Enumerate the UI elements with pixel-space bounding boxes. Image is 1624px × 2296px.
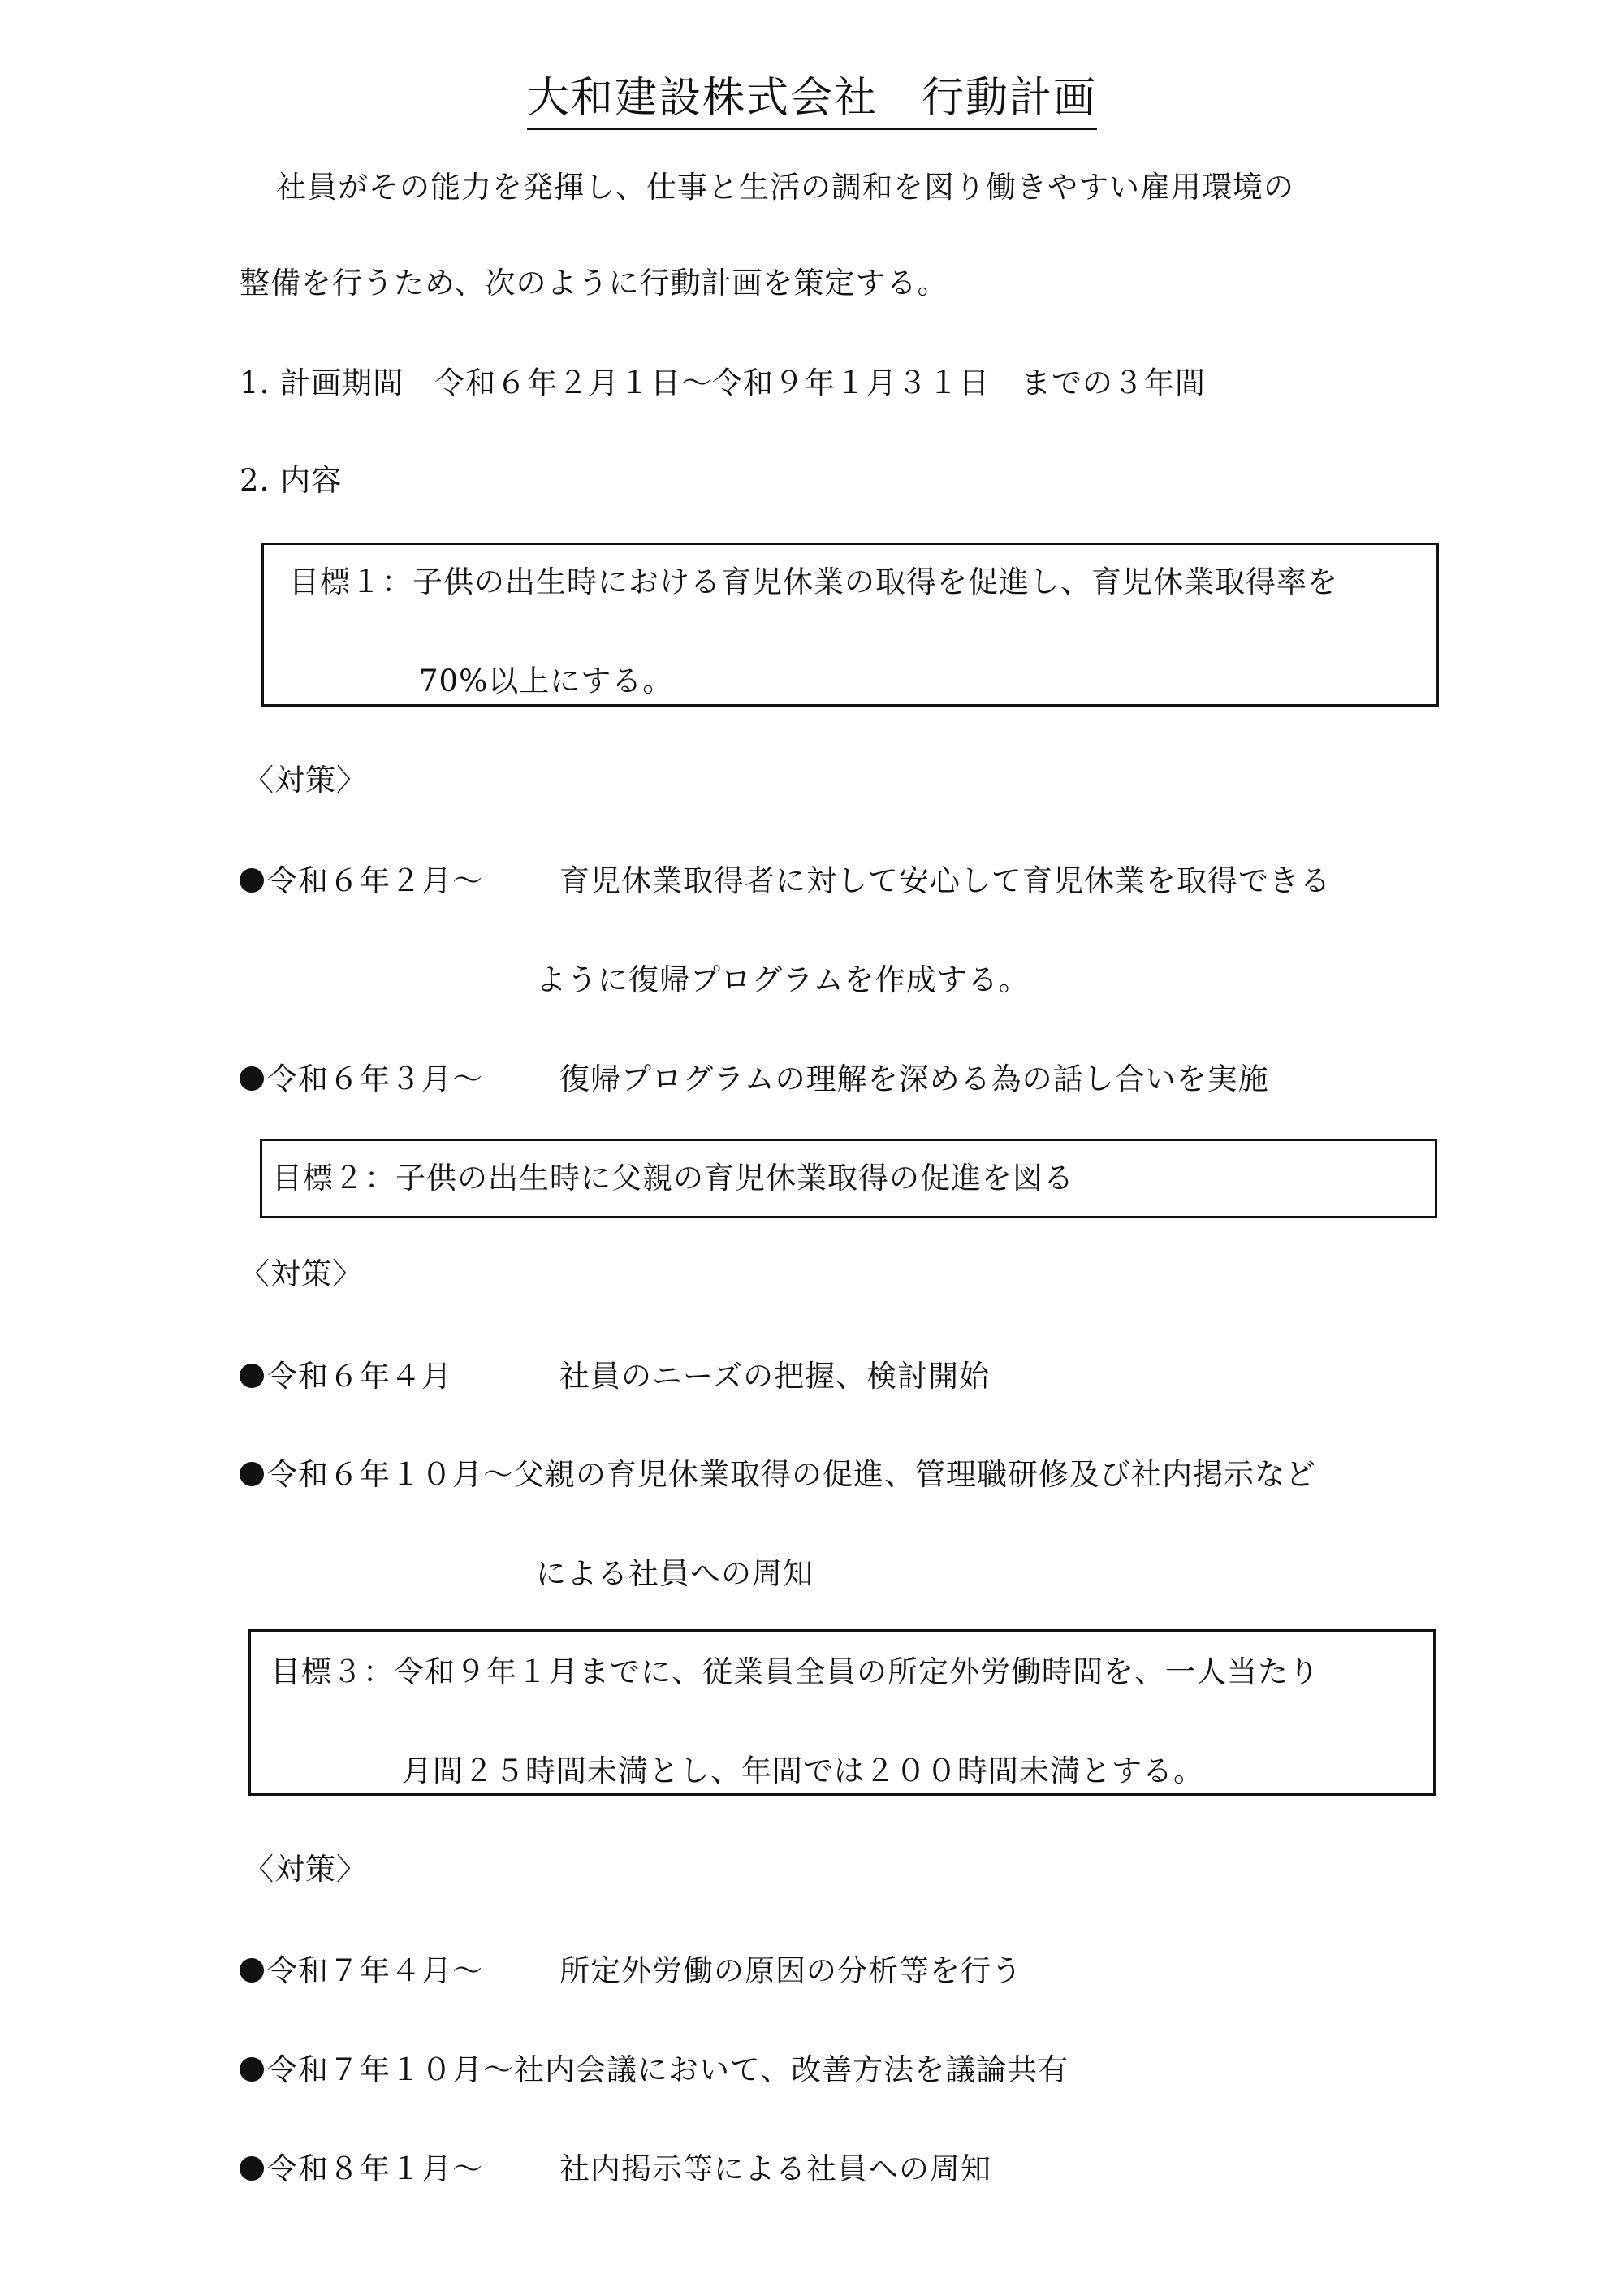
bullet-icon (240, 1958, 264, 1983)
bullet-icon (240, 1364, 264, 1388)
section-plan-period: 1. 計画期間 令和６年２月１日～令和９年１月３１日 までの３年間 (240, 365, 1207, 400)
measure-text: 育児休業取得者に対して安心して育児休業を取得できる (559, 863, 1331, 898)
measure-date: 令和７年４月～ (267, 1953, 483, 1988)
goal-3-line-1: 目標３：令和９年１月までに、従業員全員の所定外労働時間を、一人当たり (270, 1654, 1320, 1689)
goal-2-measure-2-continuation: による社員への周知 (536, 1556, 814, 1591)
measure-date: 令和７年１０月～ (267, 2052, 514, 2087)
document-title (0, 63, 1624, 124)
goal-2-line-1: 目標２：子供の出生時に父親の育児休業取得の促進を図る (272, 1161, 1074, 1196)
goal-1-measures-label: 〈対策〉 (244, 763, 367, 798)
bullet-icon (240, 1066, 264, 1091)
bullet-icon (240, 1462, 264, 1486)
measure-date: 令和６年４月 (267, 1359, 452, 1394)
goal-1-line-2: 70%以上にする。 (419, 664, 674, 698)
measure-text: 社内会議において、改善方法を議論共有 (514, 2052, 1069, 2087)
bullet-icon (240, 868, 264, 893)
measure-text: 所定外労働の原因の分析等を行う (559, 1953, 1022, 1988)
measure-text: 社員のニーズの把握、検討開始 (559, 1359, 991, 1394)
measure-text: 復帰プログラムの理解を深める為の話し合いを実施 (559, 1062, 1269, 1096)
section-contents: 2. 内容 (240, 463, 343, 498)
measure-date: 令和６年１０月～ (267, 1457, 514, 1492)
goal-2-measures-label: 〈対策〉 (240, 1256, 363, 1291)
goal-2-measure-2 (240, 1459, 1316, 1490)
measure-text: 社内掲示等による社員への周知 (559, 2151, 991, 2186)
measure-date: 令和６年２月～ (267, 863, 483, 898)
intro-line-2: 整備を行うため、次のように行動計画を策定する。 (240, 266, 948, 301)
goal-3-measure-2 (240, 2052, 1069, 2087)
document-title-text: 大和建設株式会社 行動計画 (527, 74, 1097, 130)
measure-date: 令和８年１月～ (267, 2151, 483, 2186)
bullet-icon (240, 2057, 264, 2082)
goal-1-line-1: 目標１：子供の出生時における育児休業の取得を促進し、育児休業取得率を (289, 564, 1338, 599)
goal-1-measure-1-continuation: ように復帰プログラムを作成する。 (536, 962, 1030, 997)
goal-1-measure-1 (240, 863, 1331, 898)
goal-3-measure-3 (240, 2151, 991, 2186)
goal-3-measure-1 (240, 1953, 1022, 1988)
goal-3-line-2: 月間２５時間未満とし、年間では２００時間未満とする。 (402, 1753, 1204, 1788)
bullet-icon (240, 2156, 264, 2181)
intro-line-1: 社員がその能力を発揮し、仕事と生活の調和を図り働きやすい雇用環境の (276, 170, 1294, 205)
goal-3-measures-label: 〈対策〉 (244, 1852, 367, 1887)
goal-2-measure-1 (240, 1359, 991, 1394)
goal-1-measure-2 (240, 1064, 1269, 1094)
measure-text: 父親の育児休業取得の促進、管理職研修及び社内掲示など (514, 1457, 1316, 1492)
measure-date: 令和６年３月～ (267, 1062, 483, 1096)
